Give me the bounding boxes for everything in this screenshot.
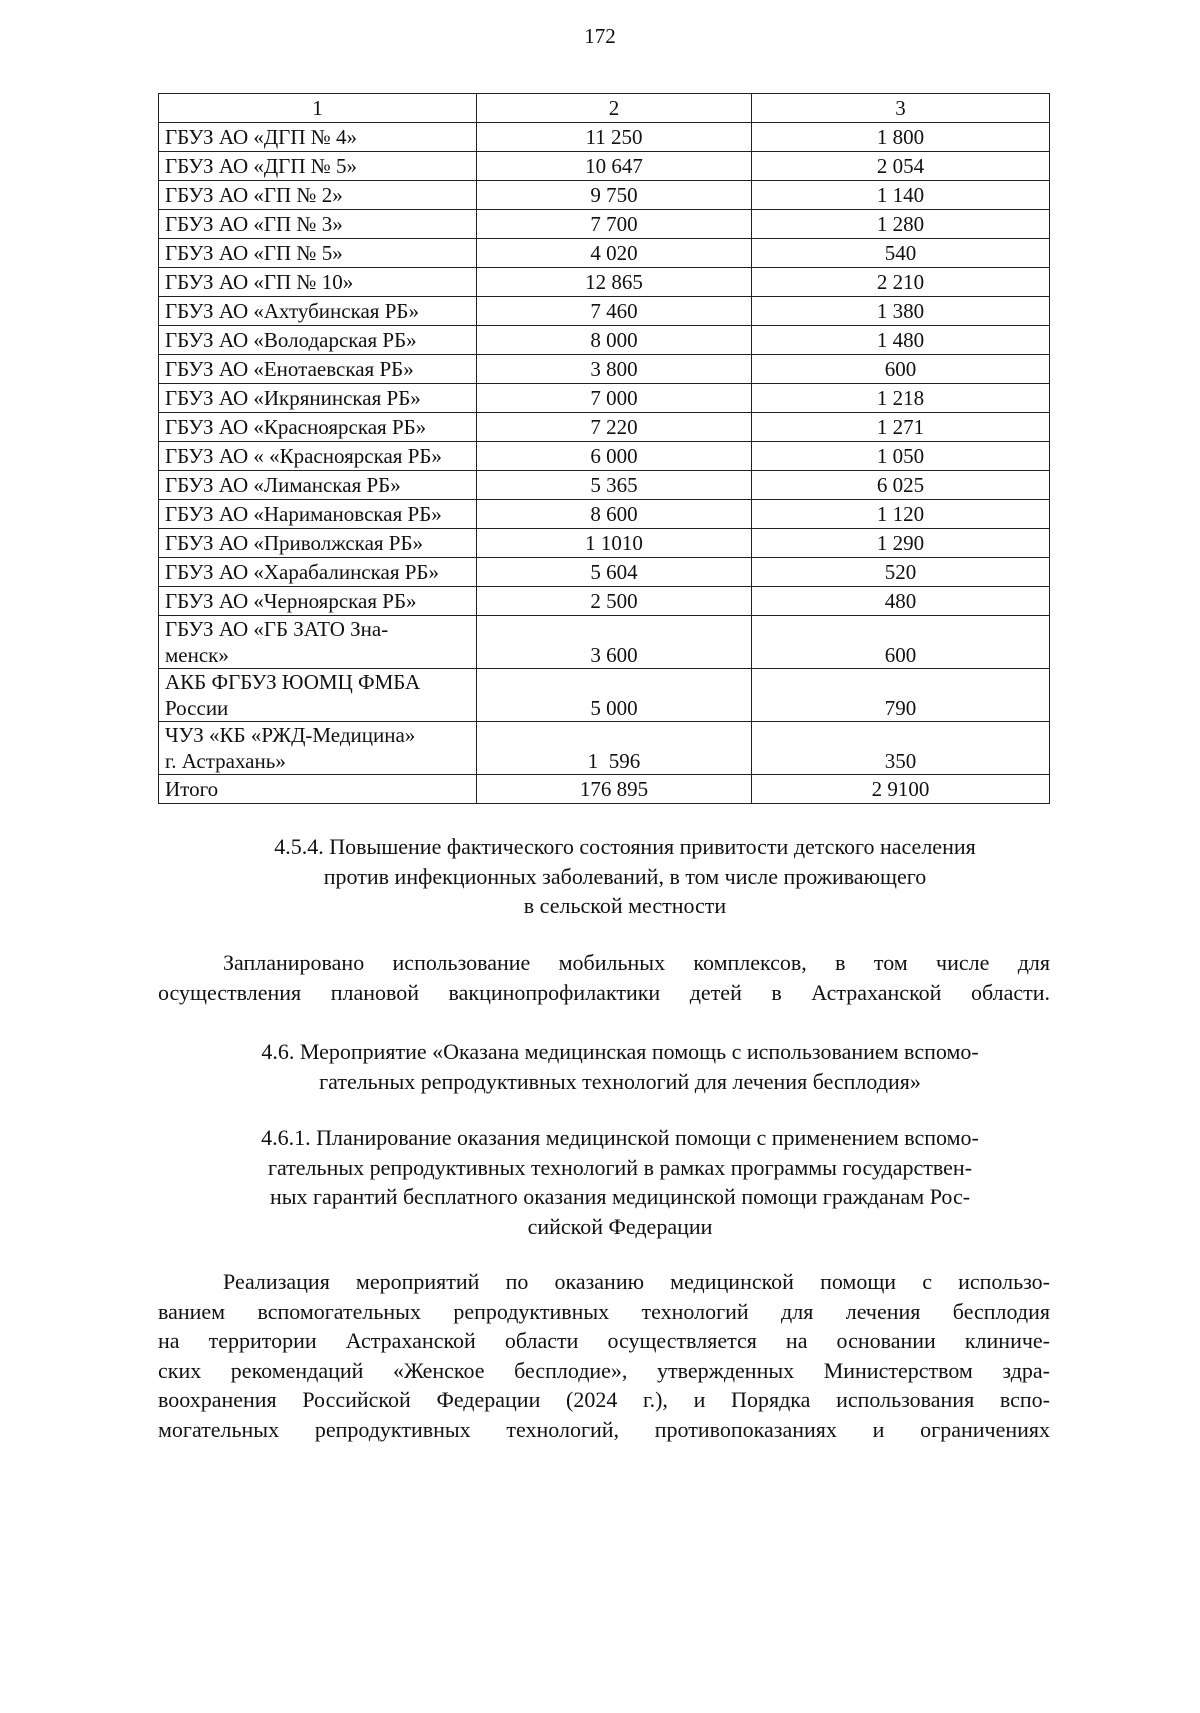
institution-name-line: ГБУЗ АО «Приволжская РБ» [165,531,424,555]
page-number: 172 [584,24,616,48]
col2-value-cell: 2 500 [477,587,752,616]
institution-name-line: ГБУЗ АО «Икрянинская РБ» [165,386,421,410]
institution-name-line: ГБУЗ АО «ГП № 2» [165,183,343,207]
institution-cell [159,384,477,413]
table-row [159,616,1050,669]
institution-name-line: ГБУЗ АО «ГП № 5» [165,241,343,265]
institution-name-line: ГБУЗ АО «ГБ ЗАТО Зна- [165,617,389,641]
institution-name-line: ГБУЗ АО «ДГП № 4» [165,125,358,149]
table-row [159,500,1050,529]
col2-value-cell: 8 000 [477,326,752,355]
col3-value-cell: 1 050 [752,442,1050,471]
institution-cell [159,181,477,210]
institution-cell [159,326,477,355]
table-row [159,239,1050,268]
institution-name-line: ГБУЗ АО «Лиманская РБ» [165,473,401,497]
institution-name-line: Итого [165,777,219,801]
col3-value-cell: 2 054 [752,152,1050,181]
col2-value-cell: 1 1010 [477,529,752,558]
col3-value-cell: 350 [752,722,1050,775]
col2-value-cell: 1 596 [477,722,752,775]
institution-cell [159,413,477,442]
institution-name-line: АКБ ФГБУЗ ЮОМЦ ФМБА [165,670,421,694]
col3-value-cell: 600 [752,355,1050,384]
institution-name-line: ГБУЗ АО «Наримановская РБ» [165,502,442,526]
institution-cell [159,722,477,775]
table-row [159,775,1050,804]
heading-line: 4.6. Мероприятие «Оказана медицинская помощь с использованием вспомо- [261,1039,979,1064]
col2-value-cell: 7 000 [477,384,752,413]
institution-cell [159,297,477,326]
paragraph-line: Запланировано использование мобильных комплексов, в том числе для [223,950,1050,975]
institution-cell [159,355,477,384]
col2-value-cell: 7 700 [477,210,752,239]
col2-value-cell: 7 460 [477,297,752,326]
heading-line: сийской Федерации [527,1213,713,1239]
paragraph-line: воохранения Российской Федерации (2024 г.), и Порядка использования вспо- [158,1387,1050,1412]
paragraph-line: на территории Астраханской области осуществляется на основании клиниче- [158,1328,1050,1353]
heading-line: 4.6.1. Планирование оказания медицинской помощи с применением вспомо- [261,1125,979,1150]
institution-name-line: ГБУЗ АО «Енотаевская РБ» [165,357,414,381]
institution-cell [159,669,477,722]
table-row [159,152,1050,181]
paragraph-line: осуществления плановой вакцинопрофилактики детей в Астраханской области. [158,979,1050,1005]
col3-value-cell: 6 025 [752,471,1050,500]
col3-value-cell: 600 [752,616,1050,669]
data-table [158,93,1050,804]
col2-value-cell: 5 000 [477,669,752,722]
institution-cell [159,123,477,152]
paragraph-line: ванием вспомогательных репродуктивных технологий для лечения бесплодия [158,1298,1050,1324]
col2-value-cell: 3 800 [477,355,752,384]
col3-value-cell: 1 800 [752,123,1050,152]
institution-name-line: ГБУЗ АО «ГП № 3» [165,212,343,236]
table-row [159,722,1050,775]
col2-value-cell: 5 365 [477,471,752,500]
col3-value-cell: 520 [752,558,1050,587]
institution-name-line: ГБУЗ АО «Красноярская РБ» [165,415,427,439]
table-header-cell: 2 [477,94,752,123]
table-row [159,297,1050,326]
heading-4-6-1 [190,1123,1050,1241]
institution-cell [159,471,477,500]
heading-line: ных гарантий бесплатного оказания медицинской помощи гражданам Рос- [269,1184,971,1209]
heading-line: против инфекционных заболеваний, в том числе проживающего [323,863,927,889]
institution-name-line: ГБУЗ АО «Харабалинская РБ» [165,560,439,584]
col2-value-cell: 6 000 [477,442,752,471]
institution-name-line: ГБУЗ АО «Черноярская РБ» [165,589,417,613]
institution-cell [159,775,477,804]
heading-line: 4.5.4. Повышение фактического состояния привитости детского населения [274,834,976,859]
col2-value-cell: 8 600 [477,500,752,529]
col3-value-cell: 1 280 [752,210,1050,239]
heading-line: гательных репродуктивных технологий для лечения бесплодия» [319,1068,921,1094]
heading-line: гательных репродуктивных технологий в рамках программы государствен- [267,1154,973,1180]
institution-cell [159,210,477,239]
institution-cell [159,529,477,558]
institution-name-line: ГБУЗ АО «Володарская РБ» [165,328,417,352]
col2-value-cell: 11 250 [477,123,752,152]
heading-4-6 [190,1037,1050,1096]
col3-value-cell: 1 140 [752,181,1050,210]
institution-cell [159,587,477,616]
paragraph-art-implementation [158,1267,1050,1444]
col3-value-cell: 1 218 [752,384,1050,413]
table-row [159,413,1050,442]
table-row [159,669,1050,722]
institution-name-line: России [165,696,229,720]
col2-value-cell: 10 647 [477,152,752,181]
col2-value-cell: 3 600 [477,616,752,669]
table-row [159,326,1050,355]
institution-name-line: ЧУЗ «КБ «РЖД-Медицина» [165,723,416,747]
table-row [159,123,1050,152]
institution-name-line: ГБУЗ АО « «Красноярская РБ» [165,444,442,468]
col3-value-cell: 1 290 [752,529,1050,558]
col3-value-cell: 1 271 [752,413,1050,442]
heading-4-5-4 [200,832,1050,921]
table-row [159,558,1050,587]
table-row [159,587,1050,616]
col2-value-cell: 176 895 [477,775,752,804]
institution-cell [159,616,477,669]
col3-value-cell: 540 [752,239,1050,268]
table-header-row [159,94,1050,123]
col3-value-cell: 2 9100 [752,775,1050,804]
paragraph-line: могательных репродуктивных технологий, противопоказаниях и ограничениях [158,1416,1050,1442]
heading-line: в сельской местности [523,893,727,918]
table-row [159,384,1050,413]
table-row [159,210,1050,239]
table-header-cell: 1 [159,94,477,123]
institution-name-line: ГБУЗ АО «ГП № 10» [165,270,354,294]
table-row [159,181,1050,210]
institution-name-line: ГБУЗ АО «Ахтубинская РБ» [165,299,419,323]
institution-cell [159,442,477,471]
institution-name-line: менск» [165,643,229,667]
col3-value-cell: 1 120 [752,500,1050,529]
table-row [159,471,1050,500]
col3-value-cell: 790 [752,669,1050,722]
col3-value-cell: 2 210 [752,268,1050,297]
institution-name-line: ГБУЗ АО «ДГП № 5» [165,154,358,178]
table-row [159,355,1050,384]
institution-cell [159,239,477,268]
paragraph-line: Реализация мероприятий по оказанию медицинской помощи с использо- [223,1269,1050,1294]
col2-value-cell: 7 220 [477,413,752,442]
col3-value-cell: 1 480 [752,326,1050,355]
institution-cell [159,268,477,297]
table-row [159,268,1050,297]
institution-cell [159,500,477,529]
table-row [159,529,1050,558]
col2-value-cell: 5 604 [477,558,752,587]
col2-value-cell: 9 750 [477,181,752,210]
col2-value-cell: 12 865 [477,268,752,297]
table-header-cell: 3 [752,94,1050,123]
table-row [159,442,1050,471]
col2-value-cell: 4 020 [477,239,752,268]
paragraph-line: ских рекомендаций «Женское бесплодие», утвержденных Министерством здра- [158,1357,1050,1383]
institution-name-line: г. Астрахань» [165,749,286,773]
paragraph-mobile-complexes [158,948,1050,1007]
col3-value-cell: 1 380 [752,297,1050,326]
institution-cell [159,152,477,181]
institution-cell [159,558,477,587]
col3-value-cell: 480 [752,587,1050,616]
